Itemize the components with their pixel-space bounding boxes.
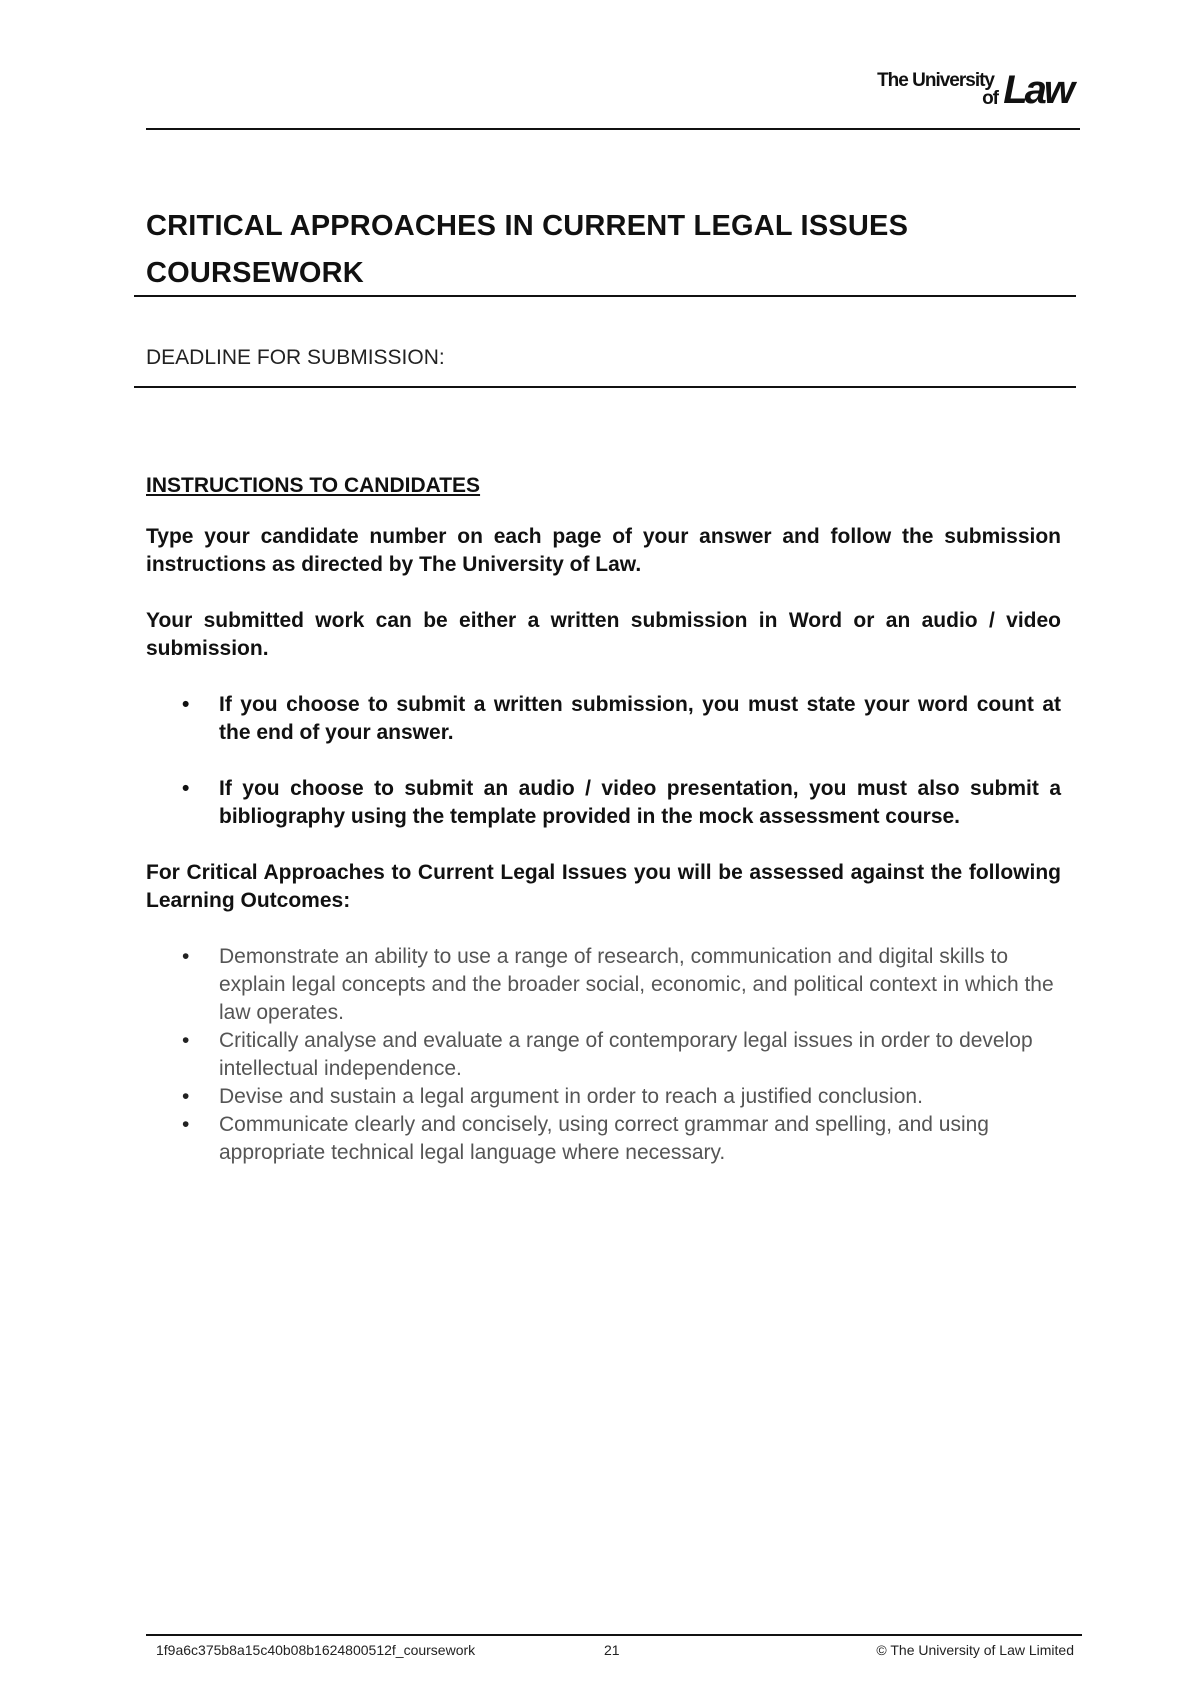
list-item: • Critically analyse and evaluate a range of contemporary legal issues in order to develop intellectual independence. [182,1029,1033,1080]
instructions-heading: INSTRUCTIONS TO CANDIDATES [146,474,481,497]
footer-copyright: © The University of Law Limited [876,1642,1074,1658]
submission-bullet-list [146,691,1061,831]
learning-outcomes-list [146,943,1061,1167]
bullet-icon: • [182,1113,190,1136]
deadline-label: DEADLINE FOR SUBMISSION: [146,346,445,369]
list-item: • Demonstrate an ability to use a range of research, communication and digital skills to explain legal concepts and the broader social, economic, and political context in which the law operates. [182,945,1054,1024]
learning-outcomes-intro: For Critical Approaches to Current Legal Issues you will be assessed against the following Learning Outcomes: [146,861,1061,912]
list-item: • If you choose to submit a written submission, you must state your word count at the end of your answer. [182,693,1061,744]
deadline-divider [134,386,1076,388]
bullet-icon: • [182,1029,190,1052]
title-divider [134,295,1076,297]
document-title: CRITICAL APPROACHES IN CURRENT LEGAL ISSUES COURSEWORK [146,210,909,289]
instructions-section [146,474,1061,1167]
list-item: • Communicate clearly and concisely, using correct grammar and spelling, and using appropriate technical legal language where necessary. [182,1113,989,1164]
logo-line2: of [982,88,998,109]
bullet-icon: • [182,693,190,716]
bullet-icon: • [182,1085,190,1108]
university-logo [862,66,1072,116]
instructions-paragraph-2: Your submitted work can be either a written submission in Word or an audio / video submission. [146,609,1061,660]
bullet-icon: • [182,777,190,800]
footer-divider [146,1634,1082,1636]
list-item: • If you choose to submit an audio / video presentation, you must also submit a bibliography using the template provided in the mock assessment course. [182,777,1061,828]
logo-line1: The University [877,70,994,91]
bullet-icon: • [182,945,190,968]
logo-line3: Law [1003,68,1072,112]
page-number: 21 [604,1642,620,1658]
list-item: • Devise and sustain a legal argument in order to reach a justified conclusion. [146,1083,1061,1111]
footer-filename: 1f9a6c375b8a15c40b08b1624800512f_coursework [156,1642,476,1658]
header-divider [146,128,1080,130]
instructions-paragraph-1: Type your candidate number on each page of your answer and follow the submission instructions as directed by The University of Law. [146,525,1061,576]
